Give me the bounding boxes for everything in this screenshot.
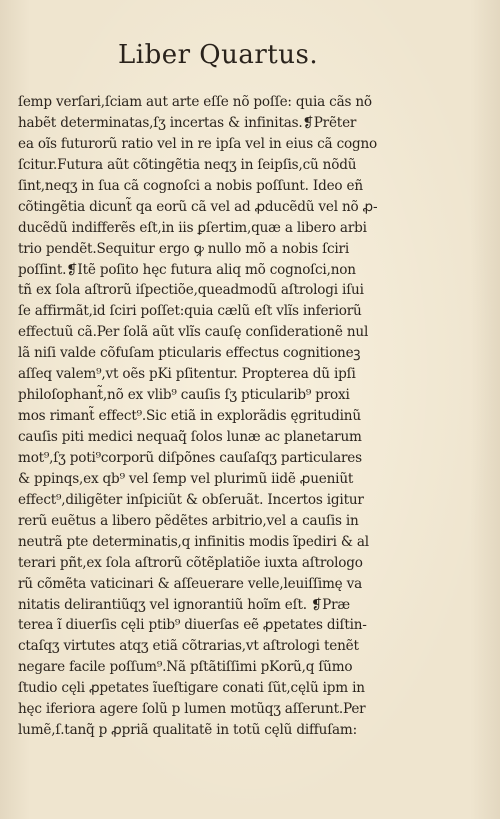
text-line: cauſis piti medici nequaq̃ ſolos lunæ ac planetarum: [18, 429, 362, 445]
text-line: terari pñt,ex ſola aſtrorũ cõtẽplatiõe iuxta aſtrologo: [18, 554, 363, 571]
text-line: trio pendẽt.Sequitur ergo ꝙ nullo mõ a nobis ſciri: [18, 240, 349, 257]
text-line: mot⁹,ſʒ poti⁹corporũ diſpõnes cauſaſqʒ particulares: [18, 449, 362, 466]
text-line: habẽt determinatas,ſʒ incertas & infinitas.❡Prẽter: [18, 114, 357, 131]
text-line: & ppinqs,ex qb⁹ vel ſemp vel plurimũ iidẽ ꝓueniũt: [18, 470, 354, 487]
text-line: negare facile poſſum⁹.Nã pſtãtiſſimi pKorũ,q ſũmo: [18, 659, 353, 676]
text-line: ſe affirmãt,id ſciri poſſet:quia cælũ eſt vlĩs inferiorũ: [18, 303, 362, 320]
text-line: philoſophant̃,nõ ex vlib⁹ cauſis ſʒ pticularib⁹ proxi: [18, 387, 350, 404]
text-line: ſemp verſari,ſciam aut arte eſſe nõ poſſe: quia cãs nõ: [18, 94, 372, 110]
text-line: ſint,neqʒ in ſua cã cognoſci a nobis poſſunt. Ideo eñ: [18, 177, 363, 194]
text-line: nitatis delirantiũqʒ vel ignorantiũ hoĩm eſt. ❡Præ: [18, 596, 350, 613]
text-line: tñ ex ſola aſtrorũ iſpectiõe,queadmodũ aſtrologi iſui: [18, 282, 364, 299]
text-line: rerũ euẽtus a libero pẽdẽtes arbitrio,vel a cauſis in: [18, 512, 359, 529]
text-line: hęc iferiora agere ſolũ p lumen motũqʒ aſſerunt.Per: [18, 701, 366, 718]
body-text: [18, 92, 438, 741]
running-head: Liber Quartus.: [118, 40, 319, 70]
text-line: cõtingẽtia dicunt̃ qa eorũ cã vel ad ꝓducẽdũ vel nõ ꝓ-: [18, 198, 378, 215]
text-line: mos rimant̃ effect⁹.Sic etiã in explorãdis ęgritudinũ: [18, 408, 361, 425]
text-line: ctaſqʒ virtutes atqʒ etiã cõtrarias,vt aſtrologi tenẽt: [18, 638, 359, 655]
text-line: aſſeq valem⁹,vt oẽs pKi pſitentur. Propterea dũ ipſi: [18, 366, 356, 383]
text-line: ducẽdũ indifferẽs eſt,in iis ꝑſertim,quæ a libero arbi: [18, 219, 367, 236]
text-line: effectuũ cã.Per ſolã aũt vlĩs cauſę conſiderationẽ nul: [18, 324, 369, 341]
text-line: poſſint.❡Itẽ poſito hęc futura aliq mõ cognoſci,non: [18, 261, 356, 278]
text-line: ſtudio cęli ꝓpetates ĩueſtigare conati ſũt,cęlũ ipm in: [18, 680, 365, 697]
text-line: rũ cõmẽta vaticinari & aſſeuerare velle,leuiſſimę va: [18, 575, 363, 592]
text-line: lã niſi valde cõfuſam pticularis effectus cognitioneꝫ: [18, 345, 361, 362]
text-line: ea oĩs futurorũ ratio vel in re ipſa vel in eius cã cogno: [18, 135, 378, 152]
text-line: lumẽ,ſ.tanq̃ p ꝓpriã qualitatẽ in totũ cęlũ diffuſam:: [18, 722, 357, 739]
text-line: neutrã pte determinatis,q infinitis modis ĩpediri & al: [18, 533, 369, 550]
text-line: terea ĩ diuerſis cęli ptib⁹ diuerſas eẽ ꝓpetates diſtin-: [18, 617, 367, 634]
text-line: ſcitur.Futura aũt cõtingẽtia neqʒ in ſeipſis,cũ nõdũ: [18, 156, 357, 173]
text-line: effect⁹,diligẽter inſpiciũt & obſeruãt. Incertos igitur: [18, 491, 364, 508]
